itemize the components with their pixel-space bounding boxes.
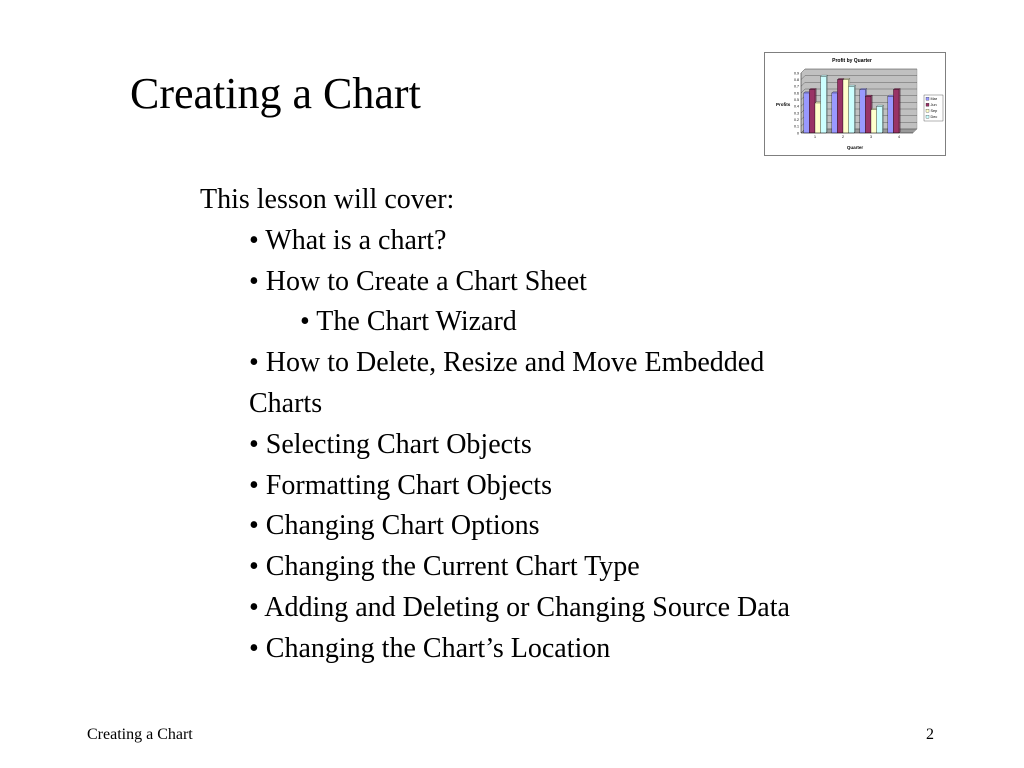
chart-x-tick-label: 4: [898, 135, 900, 139]
bullet-what-is-chart: • What is a chart?: [249, 224, 447, 256]
chart-legend-swatch: [926, 97, 929, 100]
bullet-source-data: • Adding and Deleting or Changing Source Data: [249, 591, 790, 623]
chart-bar: [804, 93, 810, 133]
bullet-changing-chart-type: • Changing the Current Chart Type: [249, 551, 640, 583]
chart-bar: [849, 86, 855, 133]
chart-bar-top: [821, 75, 828, 76]
chart-bar-side: [854, 85, 855, 133]
chart-bar: [821, 76, 827, 133]
bullet-chart-wizard: • The Chart Wizard: [300, 306, 517, 338]
slide-title: Creating a Chart: [130, 69, 421, 118]
chart-legend-label: Jun: [930, 103, 937, 108]
chart-legend-label: Sep: [930, 109, 938, 114]
chart-bar-top: [843, 78, 850, 79]
chart-bar-side: [826, 75, 827, 133]
slide-number: 2: [926, 726, 934, 743]
chart-bar: [832, 93, 838, 133]
bullet-chart-location: • Changing the Chart’s Location: [249, 632, 611, 664]
chart-legend-label: Mar: [930, 97, 938, 102]
chart-title: Profit by Quarter: [832, 58, 872, 64]
chart-bar-top: [849, 85, 856, 86]
chart-y-tick-label: 0.9: [794, 71, 799, 76]
chart-y-tick-label: 0.5: [794, 97, 799, 102]
chart-bar: [860, 90, 866, 133]
chart-y-tick-label: 0: [797, 131, 799, 136]
bullet-selecting-chart-objects: • Selecting Chart Objects: [249, 428, 532, 460]
chart-x-tick-label: 1: [814, 135, 816, 139]
chart-y-tick-label: 0.7: [794, 84, 799, 89]
chart-y-axis-label: Profits: [776, 102, 791, 107]
chart-y-tick-label: 0.1: [794, 124, 799, 129]
outline-intro: This lesson will cover:: [200, 184, 455, 215]
bullet-changing-chart-options: • Changing Chart Options: [249, 510, 540, 542]
chart-bar-side: [882, 105, 883, 133]
chart-thumbnail: [764, 52, 946, 156]
chart-bar: [865, 96, 871, 133]
lesson-outline: [200, 180, 920, 670]
chart-legend-swatch: [926, 115, 929, 118]
bullet-formatting-chart-objects: • Formatting Chart Objects: [249, 469, 552, 501]
chart-bar: [809, 90, 815, 133]
chart-x-tick-label: 2: [842, 135, 844, 139]
chart-bar: [837, 80, 843, 133]
chart-bar-top: [860, 88, 867, 89]
chart-x-axis-label: Quarter: [846, 145, 864, 150]
chart-bar: [893, 90, 899, 133]
chart-bar: [888, 96, 894, 133]
chart-bar-top: [877, 105, 884, 106]
chart-bar: [815, 103, 821, 133]
chart-bar-top: [893, 88, 900, 89]
bullet-create-chart-sheet: • How to Create a Chart Sheet: [249, 265, 587, 297]
bullet-delete-resize-move: • How to Delete, Resize and Move Embedded: [249, 347, 765, 379]
chart-y-tick-label: 0.6: [794, 91, 799, 96]
chart-bar: [877, 106, 883, 133]
chart-bar-top: [809, 88, 816, 89]
chart-y-tick-label: 0.8: [794, 77, 799, 82]
chart-legend-swatch: [926, 109, 929, 112]
chart-x-tick-label: 3: [870, 135, 872, 139]
chart-bar: [843, 80, 849, 133]
chart-legend-label: Dec: [930, 115, 938, 120]
chart-y-tick-label: 0.2: [794, 117, 799, 122]
chart-y-tick-label: 0.3: [794, 111, 799, 116]
profit-chart: [765, 53, 945, 155]
bullet-delete-resize-move-continued: Charts: [249, 387, 323, 419]
footer-title: Creating a Chart: [87, 726, 193, 743]
chart-legend-swatch: [926, 103, 929, 106]
chart-bar-top: [865, 95, 872, 96]
chart-bar: [871, 110, 877, 133]
chart-y-tick-label: 0.4: [794, 104, 799, 109]
chart-bar-side: [899, 88, 900, 133]
